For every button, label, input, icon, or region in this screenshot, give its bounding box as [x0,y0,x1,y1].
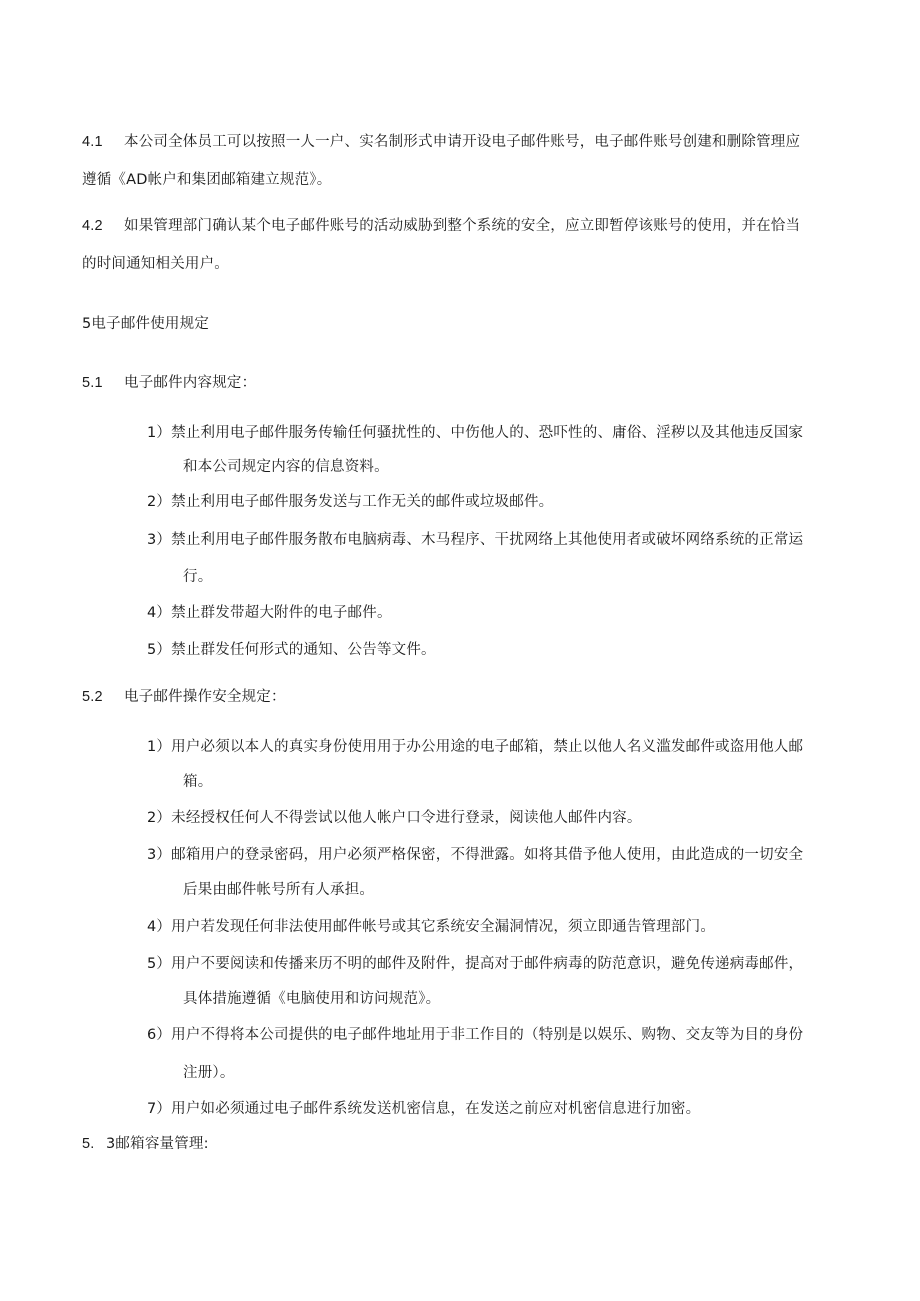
list-item-text: 禁止群发任何形式的通知、公告等文件。 [171,642,436,658]
section-5-heading [82,314,209,334]
list-item-text: 和本公司规定内容的信息资料。 [183,459,389,475]
list-item-continuation [183,567,212,587]
section-5-2-number: 5.2 [82,689,103,705]
list-item [147,640,436,660]
section-5-3-heading [82,1134,209,1154]
list-item-continuation [183,457,389,477]
paragraph-4-1-text-2: 遵循《AD帐户和集团邮箱建立规范》。 [82,172,332,188]
section-5-3-number: 5. [82,1136,95,1152]
list-item [147,492,553,512]
list-item-number: 1） [147,739,172,755]
list-item-text: 禁止利用电子邮件服务发送与工作无关的邮件或垃圾邮件。 [171,494,554,510]
section-5-2-title: 电子邮件操作安全规定： [124,689,286,705]
section-5-3-title: 3邮箱容量管理: [106,1136,209,1152]
list-item-text: 禁止利用电子邮件服务传输任何骚扰性的、中伤他人的、恐吓性的、庸俗、淫秽以及其他违反国家 [171,425,804,441]
paragraph-4-2-text-1: 如果管理部门确认某个电子邮件账号的活动威胁到整个系统的安全，应立即暂停该账号的使用，并在恰当 [124,218,801,234]
list-item [147,845,803,865]
list-item-text: 后果由邮件帐号所有人承担。 [183,882,375,898]
list-item-text: 禁止群发带超大附件的电子邮件。 [171,605,392,621]
section-5-1-heading [82,373,256,393]
list-item-number: 3） [147,532,172,548]
section-5-heading-text: 5电子邮件使用规定 [82,316,210,332]
list-item-number: 4） [147,919,172,935]
paragraph-4-1-number: 4.1 [82,134,103,150]
list-item-number: 2） [147,494,172,510]
list-item-text: 具体措施遵循《电脑使用和访问规范》。 [183,991,441,1007]
paragraph-4-1-text-1: 本公司全体员工可以按照一人一户、实名制形式申请开设电子邮件账号，电子邮件账号创建和删除管理应 [124,134,801,150]
list-item-text: 行。 [183,569,213,585]
list-item-text: 注册）。 [183,1065,235,1081]
list-item [147,1025,803,1045]
list-item-continuation [183,772,212,792]
section-5-1-title: 电子邮件内容规定： [124,375,257,391]
paragraph-4-2-line-2 [82,254,229,274]
list-item-text: 未经授权任何人不得尝试以他人帐户口令进行登录，阅读他人邮件内容。 [171,810,642,826]
list-item [147,423,803,443]
list-item-continuation [183,1063,235,1083]
list-item [147,737,803,757]
list-item-text: 邮箱用户的登录密码，用户必须严格保密，不得泄露。如将其借予他人使用，由此造成的一切安全 [171,847,804,863]
list-item-number: 2） [147,810,172,826]
list-item [147,808,642,828]
list-item-number: 5） [147,642,172,658]
list-item-number: 1） [147,425,172,441]
list-item-continuation [183,989,440,1009]
list-item-number: 5） [147,956,172,972]
list-item [147,530,803,550]
paragraph-4-2-text-2: 的时间通知相关用户。 [82,256,229,272]
list-item-text: 用户不得将本公司提供的电子邮件地址用于非工作目的（特别是以娱乐、购物、交友等为目的身份 [171,1027,804,1043]
list-item-text: 用户必须以本人的真实身份使用用于办公用途的电子邮箱，禁止以他人名义滥发邮件或盗用他人邮 [171,739,804,755]
list-item-text: 用户不要阅读和传播来历不明的邮件及附件，提高对于邮件病毒的防范意识，避免传递病毒邮件， [171,956,804,972]
list-item-number: 7） [147,1101,172,1117]
list-item-number: 4） [147,605,172,621]
list-item [147,917,715,937]
list-item-text: 用户如必须通过电子邮件系统发送机密信息，在发送之前应对机密信息进行加密。 [171,1101,701,1117]
list-item-text: 用户若发现任何非法使用邮件帐号或其它系统安全漏洞情况，须立即通告管理部门。 [171,919,716,935]
paragraph-4-2-line-1 [82,216,800,236]
paragraph-4-1-line-1 [82,132,800,152]
list-item [147,603,392,623]
paragraph-4-2-number: 4.2 [82,218,103,234]
list-item-text: 禁止利用电子邮件服务散布电脑病毒、木马程序、干扰网络上其他使用者或破坏网络系统的正常运 [171,532,804,548]
paragraph-4-1-line-2 [82,170,331,190]
list-item-number: 3） [147,847,172,863]
section-5-2-heading [82,687,286,707]
section-5-1-number: 5.1 [82,375,103,391]
list-item [147,954,803,974]
list-item-text: 箱。 [183,774,213,790]
list-item [147,1099,700,1119]
list-item-continuation [183,880,374,900]
list-item-number: 6） [147,1027,172,1043]
